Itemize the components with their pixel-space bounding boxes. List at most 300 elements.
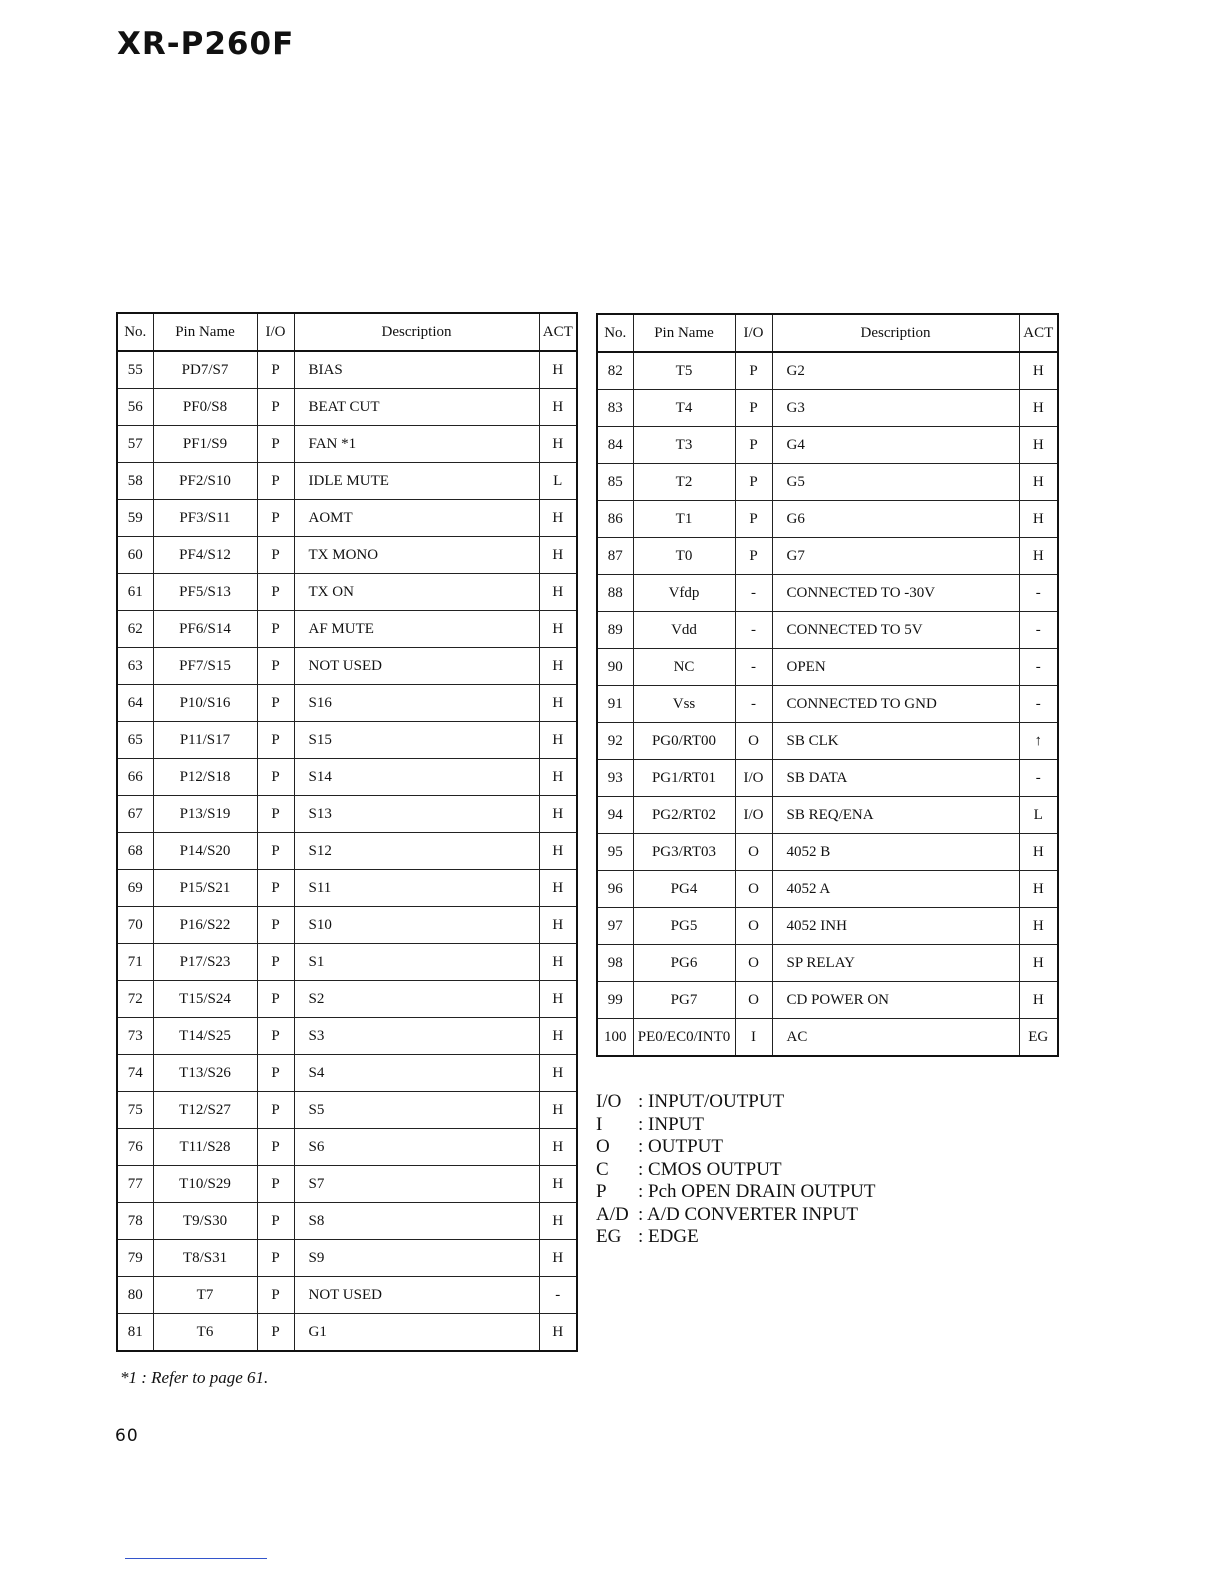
pin-name: P16/S22 — [153, 907, 257, 944]
pin-io: P — [257, 426, 294, 463]
footnote: *1 : Refer to page 61. — [120, 1368, 269, 1387]
pin-description: S3 — [294, 1018, 539, 1055]
pin-number: 61 — [117, 574, 153, 611]
pin-name: PG0/RT00 — [633, 723, 735, 760]
pin-description: TX MONO — [294, 537, 539, 574]
table-row — [597, 390, 1058, 427]
legend-text: : CMOS OUTPUT — [638, 1158, 782, 1180]
legend-item — [596, 1181, 876, 1204]
pin-number: 57 — [117, 426, 153, 463]
pin-description: IDLE MUTE — [294, 463, 539, 500]
pin-name: PG4 — [633, 871, 735, 908]
pin-act: H — [539, 685, 577, 722]
pin-number: 63 — [117, 648, 153, 685]
pin-description: NOT USED — [294, 1277, 539, 1314]
pin-act: H — [539, 648, 577, 685]
col-no: No. — [597, 314, 633, 352]
pin-table-right — [596, 313, 1059, 1057]
pin-name: PG2/RT02 — [633, 797, 735, 834]
col-no: No. — [117, 313, 153, 351]
pin-act: H — [1019, 390, 1058, 427]
pin-description: S8 — [294, 1203, 539, 1240]
pin-number: 87 — [597, 538, 633, 575]
table-row — [597, 686, 1058, 723]
pin-act: H — [539, 1055, 577, 1092]
pin-act: H — [539, 574, 577, 611]
pin-io: P — [257, 1092, 294, 1129]
table-row — [117, 426, 577, 463]
pin-io: P — [257, 944, 294, 981]
pin-act: H — [539, 833, 577, 870]
pin-name: PG1/RT01 — [633, 760, 735, 797]
pin-description: OPEN — [772, 649, 1019, 686]
table-row — [117, 833, 577, 870]
pin-name: PF7/S15 — [153, 648, 257, 685]
table-row — [597, 575, 1058, 612]
pin-description: G1 — [294, 1314, 539, 1352]
pin-io: P — [257, 537, 294, 574]
pin-io: P — [257, 463, 294, 500]
pin-number: 70 — [117, 907, 153, 944]
table-row — [117, 648, 577, 685]
col-description: Description — [294, 313, 539, 351]
legend-code: A/D — [596, 1203, 629, 1225]
table-row — [597, 723, 1058, 760]
pin-name: PF1/S9 — [153, 426, 257, 463]
pin-number: 82 — [597, 352, 633, 390]
pin-act: H — [1019, 908, 1058, 945]
pin-description: CD POWER ON — [772, 982, 1019, 1019]
pin-name: T6 — [153, 1314, 257, 1352]
pin-number: 73 — [117, 1018, 153, 1055]
pin-number: 75 — [117, 1092, 153, 1129]
table-row — [117, 870, 577, 907]
pin-number: 84 — [597, 427, 633, 464]
pin-io: O — [735, 908, 772, 945]
col-io: I/O — [257, 313, 294, 351]
col-pin-name: Pin Name — [153, 313, 257, 351]
table-row — [597, 908, 1058, 945]
pin-description: G6 — [772, 501, 1019, 538]
pin-act: H — [539, 981, 577, 1018]
pin-act: H — [1019, 871, 1058, 908]
pin-number: 97 — [597, 908, 633, 945]
table-row — [597, 649, 1058, 686]
pin-name: PG3/RT03 — [633, 834, 735, 871]
pin-io: P — [257, 1166, 294, 1203]
pin-number: 98 — [597, 945, 633, 982]
pin-number: 94 — [597, 797, 633, 834]
pin-number: 90 — [597, 649, 633, 686]
pin-description: S1 — [294, 944, 539, 981]
table-row — [597, 538, 1058, 575]
table-row — [117, 463, 577, 500]
pin-act: H — [1019, 352, 1058, 390]
pin-io: P — [257, 981, 294, 1018]
pin-act: H — [539, 500, 577, 537]
pin-number: 92 — [597, 723, 633, 760]
pin-number: 91 — [597, 686, 633, 723]
table-row — [117, 1314, 577, 1352]
pin-name: T4 — [633, 390, 735, 427]
pin-description: TX ON — [294, 574, 539, 611]
table-row — [597, 834, 1058, 871]
pin-number: 96 — [597, 871, 633, 908]
pin-name: PD7/S7 — [153, 351, 257, 389]
pin-act: H — [539, 1092, 577, 1129]
pin-number: 66 — [117, 759, 153, 796]
pin-io: P — [735, 352, 772, 390]
pin-act: H — [539, 426, 577, 463]
table-row — [117, 1240, 577, 1277]
pin-description: G5 — [772, 464, 1019, 501]
table-row — [597, 760, 1058, 797]
table-row — [117, 796, 577, 833]
pin-act: H — [539, 1314, 577, 1352]
pin-table-left — [116, 312, 578, 1352]
pin-act: - — [1019, 760, 1058, 797]
pin-io: O — [735, 871, 772, 908]
pin-name: P15/S21 — [153, 870, 257, 907]
pin-name: T15/S24 — [153, 981, 257, 1018]
legend-item — [596, 1204, 876, 1227]
pin-description: S16 — [294, 685, 539, 722]
pin-name: Vfdp — [633, 575, 735, 612]
pin-description: CONNECTED TO 5V — [772, 612, 1019, 649]
pin-description: S12 — [294, 833, 539, 870]
pin-name: T13/S26 — [153, 1055, 257, 1092]
pin-number: 78 — [117, 1203, 153, 1240]
table-row — [117, 759, 577, 796]
table-row — [117, 1129, 577, 1166]
pin-description: S13 — [294, 796, 539, 833]
table-row — [117, 574, 577, 611]
pin-number: 56 — [117, 389, 153, 426]
table-row — [117, 1166, 577, 1203]
pin-description: CONNECTED TO -30V — [772, 575, 1019, 612]
pin-description: FAN *1 — [294, 426, 539, 463]
pin-number: 72 — [117, 981, 153, 1018]
pin-number: 64 — [117, 685, 153, 722]
pin-act: H — [539, 759, 577, 796]
pin-name: PF3/S11 — [153, 500, 257, 537]
table-row — [117, 537, 577, 574]
pin-io: P — [257, 648, 294, 685]
pin-io: P — [257, 1277, 294, 1314]
pin-number: 99 — [597, 982, 633, 1019]
pin-io: I/O — [735, 760, 772, 797]
pin-number: 62 — [117, 611, 153, 648]
pin-name: PE0/EC0/INT0 — [633, 1019, 735, 1057]
pin-name: T1 — [633, 501, 735, 538]
pin-description: S11 — [294, 870, 539, 907]
legend-item — [596, 1091, 876, 1114]
pin-name: T9/S30 — [153, 1203, 257, 1240]
pin-description: SB REQ/ENA — [772, 797, 1019, 834]
pin-act: - — [1019, 649, 1058, 686]
pin-act: EG — [1019, 1019, 1058, 1057]
pin-act: - — [1019, 612, 1058, 649]
pin-name: P14/S20 — [153, 833, 257, 870]
pin-number: 81 — [117, 1314, 153, 1352]
pin-io: P — [257, 722, 294, 759]
pin-number: 58 — [117, 463, 153, 500]
table-row — [117, 944, 577, 981]
pin-number: 71 — [117, 944, 153, 981]
table-row — [597, 871, 1058, 908]
table-row — [597, 797, 1058, 834]
pin-act: H — [539, 1166, 577, 1203]
pin-number: 89 — [597, 612, 633, 649]
pin-io: P — [257, 1314, 294, 1352]
legend-text: : OUTPUT — [638, 1136, 723, 1157]
table-row — [597, 427, 1058, 464]
table-header-row — [117, 313, 577, 351]
table-header-row — [597, 314, 1058, 352]
legend-text: : INPUT/OUTPUT — [638, 1091, 785, 1112]
table-row — [597, 982, 1058, 1019]
table-row — [117, 1277, 577, 1314]
divider — [125, 1558, 267, 1559]
pin-number: 74 — [117, 1055, 153, 1092]
pin-number: 80 — [117, 1277, 153, 1314]
pin-io: P — [257, 796, 294, 833]
pin-io: P — [735, 464, 772, 501]
pin-act: H — [539, 611, 577, 648]
pin-io: O — [735, 982, 772, 1019]
pin-act: H — [1019, 945, 1058, 982]
table-row — [117, 1092, 577, 1129]
legend-code: O — [596, 1136, 610, 1157]
table-row — [597, 464, 1058, 501]
pin-description: S15 — [294, 722, 539, 759]
table-row — [117, 1055, 577, 1092]
legend-text: : A/D CONVERTER INPUT — [638, 1203, 859, 1225]
pin-act: H — [1019, 501, 1058, 538]
pin-number: 95 — [597, 834, 633, 871]
pin-description: SP RELAY — [772, 945, 1019, 982]
table-row — [117, 1018, 577, 1055]
pin-act: H — [539, 351, 577, 389]
table-row — [117, 389, 577, 426]
io-legend — [596, 1091, 876, 1249]
pin-number: 69 — [117, 870, 153, 907]
pin-io: P — [257, 389, 294, 426]
pin-io: O — [735, 834, 772, 871]
pin-name: T7 — [153, 1277, 257, 1314]
pin-act: H — [1019, 427, 1058, 464]
pin-number: 85 — [597, 464, 633, 501]
pin-act: ↑ — [1019, 723, 1058, 760]
pin-io: I — [735, 1019, 772, 1057]
legend-item — [596, 1226, 876, 1249]
table-row — [117, 907, 577, 944]
legend-code: EG — [596, 1226, 622, 1247]
pin-io: - — [735, 686, 772, 723]
pin-number: 100 — [597, 1019, 633, 1057]
pin-act: H — [539, 1129, 577, 1166]
pin-act: H — [539, 796, 577, 833]
pin-act: H — [539, 907, 577, 944]
legend-text: : EDGE — [638, 1226, 699, 1247]
pin-name: PG7 — [633, 982, 735, 1019]
pin-name: PF2/S10 — [153, 463, 257, 500]
pin-description: AC — [772, 1019, 1019, 1057]
pin-io: P — [257, 870, 294, 907]
pin-name: T2 — [633, 464, 735, 501]
pin-act: H — [1019, 982, 1058, 1019]
page-number: 60 — [115, 1426, 139, 1446]
pin-act: H — [1019, 538, 1058, 575]
pin-act: L — [539, 463, 577, 500]
pin-number: 77 — [117, 1166, 153, 1203]
pin-number: 67 — [117, 796, 153, 833]
pin-io: O — [735, 945, 772, 982]
pin-name: PF4/S12 — [153, 537, 257, 574]
pin-name: Vss — [633, 686, 735, 723]
pin-number: 88 — [597, 575, 633, 612]
table-row — [597, 612, 1058, 649]
pin-name: P12/S18 — [153, 759, 257, 796]
pin-name: T0 — [633, 538, 735, 575]
pin-number: 83 — [597, 390, 633, 427]
pin-io: - — [735, 575, 772, 612]
legend-item — [596, 1114, 876, 1137]
pin-io: P — [257, 1129, 294, 1166]
legend-code: I — [596, 1113, 603, 1135]
pin-io: P — [257, 1240, 294, 1277]
pin-io: - — [735, 649, 772, 686]
pin-io: P — [735, 390, 772, 427]
pin-number: 55 — [117, 351, 153, 389]
pin-name: T12/S27 — [153, 1092, 257, 1129]
pin-description: AOMT — [294, 500, 539, 537]
col-io: I/O — [735, 314, 772, 352]
pin-description: S5 — [294, 1092, 539, 1129]
legend-item — [596, 1159, 876, 1182]
pin-description: NOT USED — [294, 648, 539, 685]
pin-name: Vdd — [633, 612, 735, 649]
pin-description: S6 — [294, 1129, 539, 1166]
pin-name: T14/S25 — [153, 1018, 257, 1055]
pin-description: S7 — [294, 1166, 539, 1203]
legend-code: P — [596, 1181, 607, 1202]
pin-name: PF5/S13 — [153, 574, 257, 611]
pin-number: 79 — [117, 1240, 153, 1277]
pin-name: P13/S19 — [153, 796, 257, 833]
pin-name: PG6 — [633, 945, 735, 982]
pin-number: 86 — [597, 501, 633, 538]
pin-io: P — [257, 759, 294, 796]
col-act: ACT — [539, 313, 577, 351]
table-row — [597, 352, 1058, 390]
pin-name: T5 — [633, 352, 735, 390]
table-row — [117, 500, 577, 537]
pin-io: P — [257, 1018, 294, 1055]
pin-name: T10/S29 — [153, 1166, 257, 1203]
pin-io: P — [735, 501, 772, 538]
pin-description: BIAS — [294, 351, 539, 389]
table-row — [117, 1203, 577, 1240]
table-row — [117, 722, 577, 759]
pin-name: T8/S31 — [153, 1240, 257, 1277]
table-row — [117, 611, 577, 648]
col-pin-name: Pin Name — [633, 314, 735, 352]
pin-act: - — [1019, 575, 1058, 612]
pin-act: H — [539, 722, 577, 759]
pin-name: NC — [633, 649, 735, 686]
pin-number: 93 — [597, 760, 633, 797]
pin-io: O — [735, 723, 772, 760]
pin-act: - — [539, 1277, 577, 1314]
pin-io: P — [257, 500, 294, 537]
pin-io: P — [257, 351, 294, 389]
pin-io: P — [735, 427, 772, 464]
table-row — [117, 981, 577, 1018]
pin-description: 4052 B — [772, 834, 1019, 871]
pin-act: H — [539, 537, 577, 574]
pin-name: P10/S16 — [153, 685, 257, 722]
legend-code: C — [596, 1158, 609, 1180]
pin-io: P — [735, 538, 772, 575]
pin-name: T3 — [633, 427, 735, 464]
pin-name: PG5 — [633, 908, 735, 945]
pin-act: - — [1019, 686, 1058, 723]
pin-number: 76 — [117, 1129, 153, 1166]
pin-description: S9 — [294, 1240, 539, 1277]
pin-act: H — [1019, 834, 1058, 871]
col-act: ACT — [1019, 314, 1058, 352]
pin-name: P11/S17 — [153, 722, 257, 759]
pin-io: P — [257, 907, 294, 944]
pin-act: H — [539, 1203, 577, 1240]
legend-item — [596, 1136, 876, 1159]
pin-name: P17/S23 — [153, 944, 257, 981]
pin-description: SB CLK — [772, 723, 1019, 760]
pin-io: P — [257, 685, 294, 722]
pin-description: S2 — [294, 981, 539, 1018]
pin-name: T11/S28 — [153, 1129, 257, 1166]
table-row — [597, 1019, 1058, 1057]
pin-description: BEAT CUT — [294, 389, 539, 426]
pin-number: 59 — [117, 500, 153, 537]
pin-description: G2 — [772, 352, 1019, 390]
col-description: Description — [772, 314, 1019, 352]
pin-description: S14 — [294, 759, 539, 796]
pin-act: H — [539, 870, 577, 907]
pin-name: PF6/S14 — [153, 611, 257, 648]
pin-description: AF MUTE — [294, 611, 539, 648]
pin-description: G7 — [772, 538, 1019, 575]
pin-description: 4052 A — [772, 871, 1019, 908]
pin-description: S10 — [294, 907, 539, 944]
table-row — [597, 501, 1058, 538]
pin-act: H — [1019, 464, 1058, 501]
pin-description: 4052 INH — [772, 908, 1019, 945]
table-row — [117, 685, 577, 722]
pin-act: H — [539, 944, 577, 981]
legend-code: I/O — [596, 1091, 622, 1112]
pin-io: P — [257, 1203, 294, 1240]
pin-description: SB DATA — [772, 760, 1019, 797]
pin-number: 65 — [117, 722, 153, 759]
pin-description: S4 — [294, 1055, 539, 1092]
pin-io: P — [257, 833, 294, 870]
pin-io: P — [257, 611, 294, 648]
pin-io: P — [257, 1055, 294, 1092]
table-row — [117, 351, 577, 389]
pin-number: 68 — [117, 833, 153, 870]
